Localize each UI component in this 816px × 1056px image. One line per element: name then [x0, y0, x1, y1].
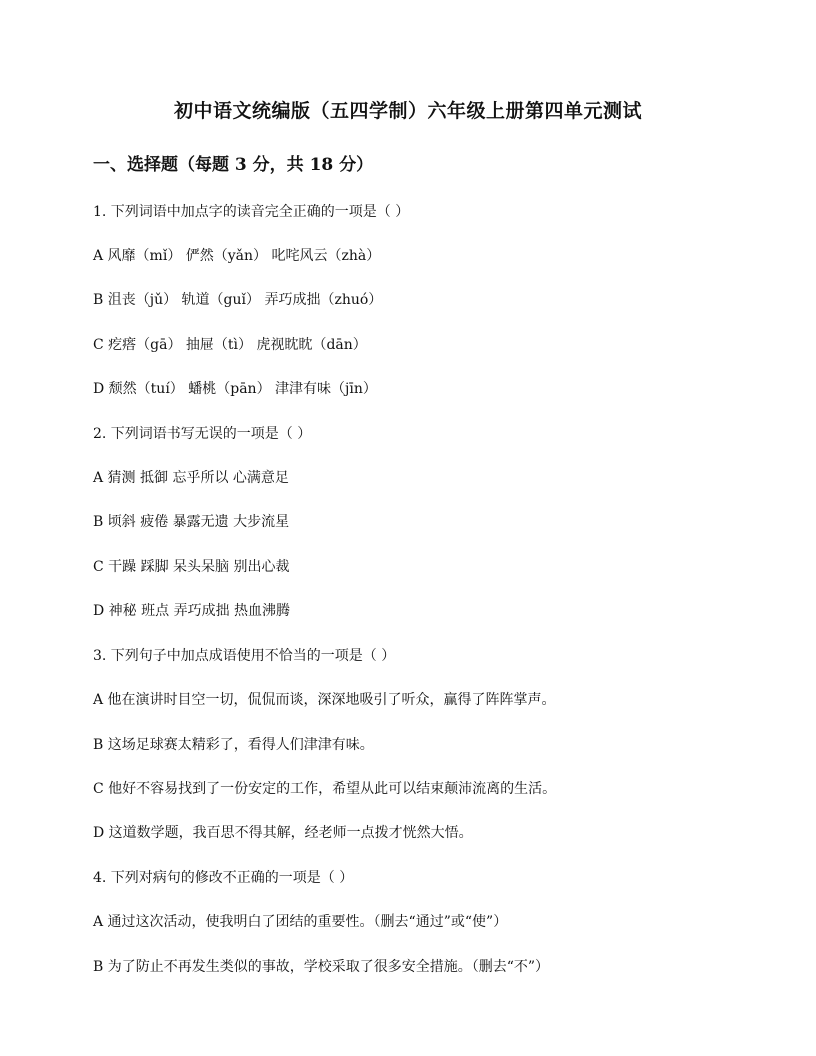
question-1-stem: 1. 下列词语中加点字的读音完全正确的一项是（ ） — [93, 204, 410, 220]
question-3-option-b: B 这场足球赛太精彩了，看得人们津津有味。 — [93, 737, 374, 753]
document-title: 初中语文统编版（五四学制）六年级上册第四单元测试 — [173, 100, 642, 122]
question-3-stem: 3. 下列句子中加点成语使用不恰当的一项是（ ） — [93, 648, 396, 664]
question-1-option-c: C 疙瘩（gā） 抽屉（tì） 虎视眈眈（dān） — [93, 337, 367, 353]
question-2-option-a: A 猜测 抵御 忘乎所以 心满意足 — [93, 470, 289, 486]
question-3-option-a: A 他在演讲时目空一切，侃侃而谈，深深地吸引了听众，赢得了阵阵掌声。 — [93, 692, 556, 708]
question-3-option-d: D 这道数学题，我百思不得其解，经老师一点拨才恍然大悟。 — [93, 825, 473, 841]
question-1-option-a: A 风靡（mǐ） 俨然（yǎn） 叱咤风云（zhà） — [93, 248, 381, 264]
question-2-stem: 2. 下列词语书写无误的一项是（ ） — [93, 426, 312, 442]
question-1-option-d: D 颓然（tuí） 蟠桃（pān） 津津有味（jīn） — [93, 381, 377, 397]
question-3-option-c: C 他好不容易找到了一份安定的工作，希望从此可以结束颠沛流离的生活。 — [93, 781, 557, 797]
question-4-stem: 4. 下列对病句的修改不正确的一项是（ ） — [93, 870, 354, 886]
section-heading: 一、选择题（每题 3 分，共 18 分） — [93, 155, 374, 175]
question-2-option-b: B 顷斜 疲倦 暴露无遗 大步流星 — [93, 514, 290, 530]
question-4-option-b: B 为了防止不再发生类似的事故，学校采取了很多安全措施。（删去“不”） — [93, 959, 550, 975]
question-2-option-d: D 神秘 班点 弄巧成拙 热血沸腾 — [93, 603, 291, 619]
question-2-option-c: C 干躁 踩脚 呆头呆脑 别出心裁 — [93, 559, 290, 575]
question-1-option-b: B 沮丧（jǔ） 轨道（guǐ） 弄巧成拙（zhuó） — [93, 292, 383, 308]
question-4-option-a: A 通过这次活动，使我明白了团结的重要性。（删去“通过”或“使”） — [93, 914, 508, 930]
